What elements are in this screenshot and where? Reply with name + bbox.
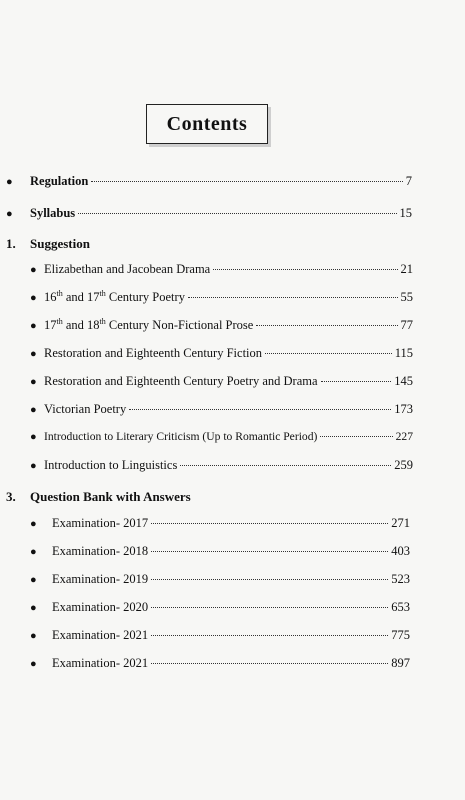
toc-entry[interactable] <box>30 318 413 333</box>
toc-label: Regulation <box>30 174 89 188</box>
section-title: Question Bank with Answers <box>30 489 191 504</box>
toc-label: Examination- 2021 <box>52 656 149 670</box>
toc-entry[interactable] <box>30 430 413 443</box>
toc-page: 145 <box>394 374 413 388</box>
toc-page: 403 <box>391 544 410 558</box>
toc-entry[interactable] <box>30 346 413 361</box>
section-number: 3. <box>6 489 16 504</box>
toc-page: 173 <box>394 402 413 416</box>
toc-entry[interactable] <box>30 262 413 277</box>
toc-entry-syllabus[interactable] <box>6 206 412 221</box>
toc-page: 21 <box>400 262 413 276</box>
section-heading-question-bank <box>6 489 191 505</box>
toc-label: Examination- 2017 <box>52 516 149 530</box>
dot-leader <box>151 579 388 580</box>
dot-leader <box>151 663 388 664</box>
toc-page: 523 <box>391 572 410 586</box>
toc-label: 17th and 18th Century Non-Fictional Prose <box>44 316 254 332</box>
toc-label: Introduction to Linguistics <box>44 458 178 472</box>
toc-page: 7 <box>405 174 412 188</box>
bullet-icon: ● <box>6 208 13 220</box>
bullet-icon: ● <box>30 376 37 388</box>
toc-page: 227 <box>395 430 413 443</box>
dot-leader <box>129 409 391 410</box>
section-title: Suggestion <box>30 236 90 251</box>
dot-leader <box>180 465 391 466</box>
toc-entry-regulation[interactable] <box>6 174 412 189</box>
toc-label: Restoration and Eighteenth Century Poetry and Drama <box>44 374 318 388</box>
toc-label: Examination- 2019 <box>52 572 149 586</box>
dot-leader <box>213 269 397 270</box>
bullet-icon: ● <box>30 404 37 416</box>
toc-page: 653 <box>391 600 410 614</box>
dot-leader <box>91 181 402 182</box>
toc-entry[interactable] <box>30 458 413 473</box>
dot-leader <box>265 353 392 354</box>
toc-page: 55 <box>400 290 413 304</box>
toc-entry[interactable] <box>30 374 413 389</box>
dot-leader <box>188 297 398 298</box>
dot-leader <box>151 551 388 552</box>
toc-page: 271 <box>391 516 410 530</box>
toc-page: 115 <box>394 346 413 360</box>
toc-label: Elizabethan and Jacobean Drama <box>44 262 211 276</box>
bullet-icon: ● <box>30 460 37 472</box>
bullet-icon: ● <box>30 431 37 443</box>
bullet-icon: ● <box>6 176 13 188</box>
bullet-icon: ● <box>30 546 37 558</box>
bullet-icon: ● <box>30 264 37 276</box>
section-number: 1. <box>6 236 16 251</box>
toc-entry[interactable] <box>30 290 413 305</box>
toc-page: 77 <box>400 318 413 332</box>
contents-title-box <box>146 104 268 144</box>
dot-leader <box>320 436 392 437</box>
bullet-icon: ● <box>30 574 37 586</box>
dot-leader <box>151 523 388 524</box>
toc-label: Examination- 2018 <box>52 544 149 558</box>
toc-label: 16th and 17th Century Poetry <box>44 288 185 304</box>
toc-label: Introduction to Literary Criticism (Up to Romantic Period) <box>44 430 318 443</box>
toc-label: Restoration and Eighteenth Century Fiction <box>44 346 263 360</box>
dot-leader <box>256 325 397 326</box>
toc-page: 897 <box>391 656 410 670</box>
toc-entry[interactable] <box>30 628 410 643</box>
toc-entry[interactable] <box>30 544 410 559</box>
bullet-icon: ● <box>30 348 37 360</box>
toc-entry[interactable] <box>30 516 410 531</box>
bullet-icon: ● <box>30 518 37 530</box>
dot-leader <box>321 381 392 382</box>
bullet-icon: ● <box>30 658 37 670</box>
toc-page: 775 <box>391 628 410 642</box>
toc-entry[interactable] <box>30 600 410 615</box>
toc-label: Victorian Poetry <box>44 402 127 416</box>
dot-leader <box>78 213 396 214</box>
bullet-icon: ● <box>30 292 37 304</box>
bullet-icon: ● <box>30 320 37 332</box>
toc-label: Examination- 2021 <box>52 628 149 642</box>
contents-title: Contents <box>166 112 248 135</box>
section-heading-suggestion <box>6 236 90 252</box>
dot-leader <box>151 607 388 608</box>
toc-label: Syllabus <box>30 206 76 220</box>
bullet-icon: ● <box>30 602 37 614</box>
toc-entry[interactable] <box>30 656 410 671</box>
toc-entry[interactable] <box>30 402 413 417</box>
toc-label: Examination- 2020 <box>52 600 149 614</box>
dot-leader <box>151 635 388 636</box>
toc-page: 259 <box>394 458 413 472</box>
toc-entry[interactable] <box>30 572 410 587</box>
toc-page: 15 <box>399 206 412 220</box>
bullet-icon: ● <box>30 630 37 642</box>
